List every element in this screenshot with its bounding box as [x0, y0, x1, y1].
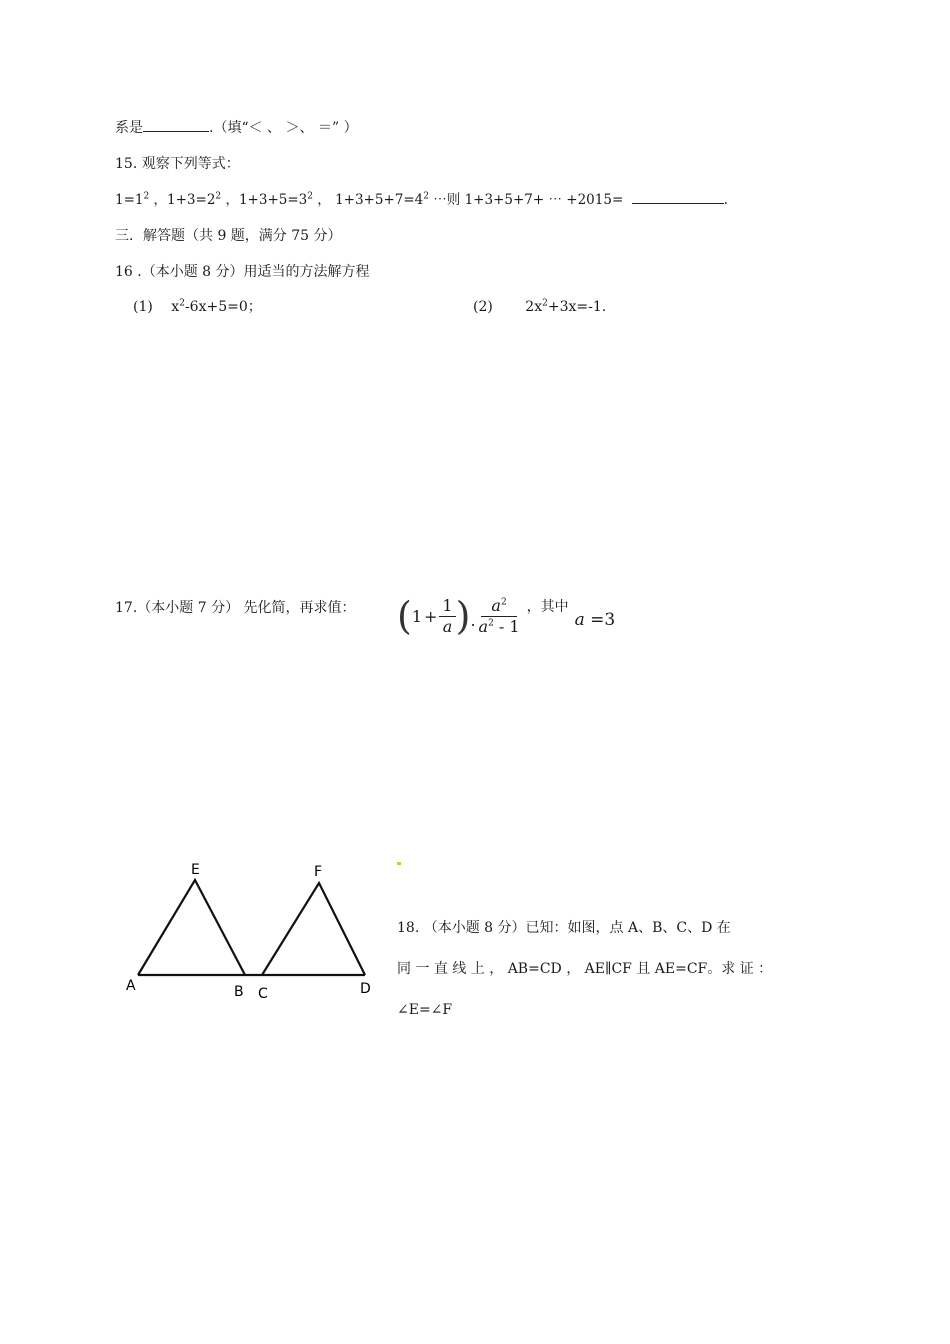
- equation-4: ， 1+3+5+7=4: [317, 192, 424, 208]
- equation-3: ，1+3+5=3: [225, 192, 308, 208]
- sum-question: ⋯则 1+3+5+7+ ⋯ +2015=: [433, 192, 624, 208]
- question-15-title: 15. 观察下列等式：: [115, 156, 240, 172]
- stray-mark: [397, 862, 401, 865]
- given-value: a =3: [574, 610, 616, 630]
- numerator: $a^2$: [481, 596, 516, 617]
- numerator: 1: [439, 596, 455, 617]
- label-f: F: [314, 864, 323, 880]
- answer-blank[interactable]: [632, 189, 724, 204]
- triangle-aeb: [138, 880, 245, 975]
- section-3-heading: 三．解答题（共 9 题，满分 75 分）: [115, 228, 342, 244]
- fraction-1-over-a: [439, 596, 455, 637]
- term: -6x+5=0；: [184, 299, 262, 315]
- question-17-expression: [397, 590, 615, 642]
- question-18-line-3: ∠E=∠F: [397, 1002, 453, 1018]
- triangle-cfd: [262, 883, 365, 975]
- equation-1: 1=1: [115, 192, 144, 208]
- question-17-title: 17.（本小题 7 分） 先化简，再求值：: [115, 600, 356, 616]
- term: 1: [411, 606, 423, 626]
- question-16-part-1: [133, 297, 262, 317]
- exponent: 2: [215, 191, 222, 202]
- exponent: 2: [423, 191, 429, 202]
- question-16-part-2: [473, 297, 606, 317]
- part-label: (2): [473, 299, 493, 315]
- left-paren: (: [397, 594, 412, 638]
- exponent: 2: [542, 298, 548, 309]
- label-b: B: [234, 984, 244, 1000]
- question-15-equations: [115, 189, 728, 210]
- equation-2: ，1+3=2: [153, 192, 216, 208]
- fill-suffix: .（填“＜ 、 ＞、 ＝” ）: [209, 120, 358, 136]
- label-d: D: [360, 981, 371, 997]
- label-a: A: [126, 978, 136, 994]
- label-c: C: [258, 986, 268, 1002]
- operator: +: [424, 606, 438, 626]
- answer-blank[interactable]: [143, 117, 209, 132]
- question-18-line-1: 18. （本小题 8 分）已知：如图，点 A、B、C、D 在: [397, 920, 731, 936]
- right-paren: ): [455, 594, 471, 638]
- period: .: [723, 192, 728, 208]
- exponent: 2: [307, 191, 313, 202]
- denominator: a: [442, 616, 453, 636]
- term: x: [171, 299, 180, 315]
- triangle-figure: [115, 850, 385, 1010]
- fraction-a2-over-a2-minus-1: [476, 596, 523, 637]
- term: 2x: [525, 299, 543, 315]
- comparison-fill-line: [115, 117, 358, 138]
- question-16-title: 16 .（本小题 8 分）用适当的方法解方程: [115, 264, 370, 280]
- exponent: 2: [143, 191, 150, 202]
- fill-prefix: 系是: [115, 120, 143, 136]
- question-18-line-2: 同 一 直 线 上 ， AB=CD ， AE∥CF 且 AE=CF。求 证 ：: [397, 961, 773, 977]
- exponent: 2: [179, 298, 185, 309]
- denominator: $a^2 - 1$: [478, 616, 520, 636]
- term: +3x=-1.: [547, 299, 607, 315]
- where-text: ，其中: [526, 599, 569, 615]
- part-label: (1): [133, 299, 153, 315]
- dot-operator: .: [470, 611, 476, 630]
- label-e: E: [191, 862, 200, 878]
